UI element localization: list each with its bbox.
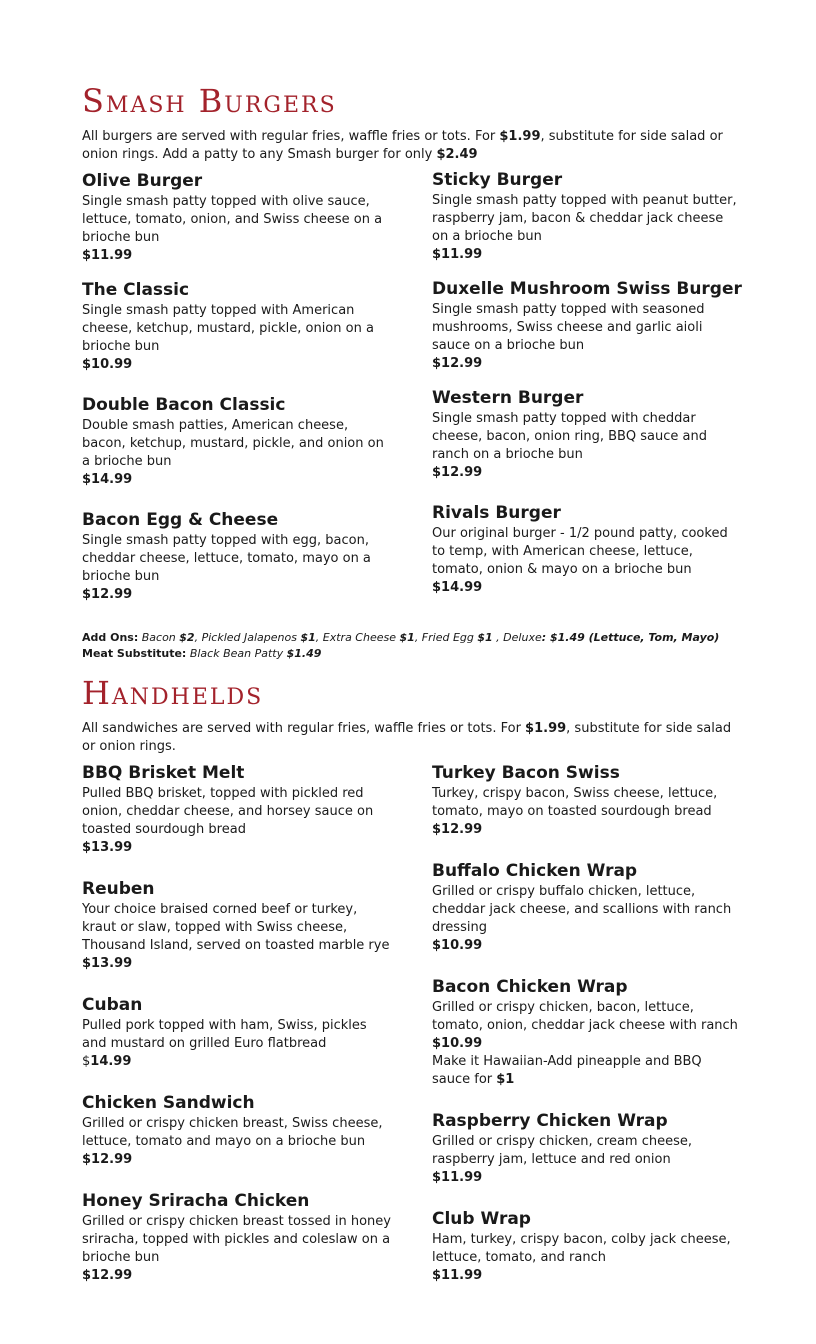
- item-price: $13.99: [82, 840, 133, 855]
- menu-item-bacon-egg-cheese: [82, 509, 392, 604]
- item-name: Chicken Sandwich: [82, 1093, 255, 1113]
- item-description: Single smash patty topped with American cheese, ketchup, mustard, pickle, onion on a brioche bun: [82, 303, 374, 354]
- meat-substitute-line: Meat Substitute: Black Bean Patty $1.49: [82, 647, 322, 660]
- item-price: $12.99: [82, 1152, 133, 1167]
- item-name: Honey Sriracha Chicken: [82, 1191, 310, 1211]
- item-name: Club Wrap: [432, 1209, 531, 1229]
- smash-burgers-title: Smash Burgers: [82, 82, 337, 120]
- menu-item-bacon-chicken-wrap: [432, 976, 742, 1089]
- menu-item-sticky-burger: [432, 169, 742, 264]
- item-description: Grilled or crispy chicken, bacon, lettuce, tomato, onion, cheddar jack cheese with ranch: [432, 1000, 738, 1033]
- menu-item-turkey-bacon-swiss: [432, 762, 742, 839]
- item-price: $12.99: [82, 1268, 133, 1283]
- item-name: Reuben: [82, 879, 155, 899]
- item-name: The Classic: [82, 280, 190, 300]
- item-description: Single smash patty topped with cheddar cheese, bacon, onion ring, BBQ sauce and ranch on a brioche bun: [432, 411, 707, 462]
- item-price: $11.99: [432, 247, 483, 262]
- item-description: Pulled BBQ brisket, topped with pickled red onion, cheddar cheese, and horsey sauce on toasted sourdough bread: [82, 786, 374, 837]
- item-name: Turkey Bacon Swiss: [432, 763, 620, 783]
- item-name: Duxelle Mushroom Swiss Burger: [432, 279, 742, 299]
- item-name: Rivals Burger: [432, 503, 561, 523]
- item-name: Cuban: [82, 995, 143, 1015]
- handhelds-title: Handhelds: [82, 674, 264, 712]
- item-description: Single smash patty topped with peanut butter, raspberry jam, bacon & cheddar jack cheese on a brioche bun: [432, 193, 737, 244]
- item-name: Bacon Chicken Wrap: [432, 977, 628, 997]
- item-price: $14.99: [82, 472, 133, 487]
- item-description: Your choice braised corned beef or turkey, kraut or slaw, topped with Swiss cheese, Thousand Island, served on toasted marble rye: [82, 902, 390, 953]
- smash-burgers-intro: All burgers are served with regular fries, waffle fries or tots. For $1.99, substitute for side salad or onion rings. Add a patty to any Smash burger for only $2.49: [82, 129, 723, 162]
- menu-item-chicken-sandwich: [82, 1092, 392, 1169]
- item-name: Olive Burger: [82, 171, 203, 191]
- item-description: Turkey, crispy bacon, Swiss cheese, lettuce, tomato, mayo on toasted sourdough bread: [432, 786, 718, 819]
- menu-item-rivals-burger: [432, 502, 742, 597]
- menu-item-buffalo-chicken-wrap: [432, 860, 742, 955]
- menu-item-club-wrap: [432, 1208, 742, 1285]
- menu-item-reuben: [82, 878, 392, 973]
- item-description: Ham, turkey, crispy bacon, colby jack cheese, lettuce, tomato, and ranch: [432, 1232, 731, 1265]
- item-description: Grilled or crispy buffalo chicken, lettuce, cheddar jack cheese, and scallions with ranch dressing: [432, 884, 732, 935]
- item-price: $10.99: [432, 938, 483, 953]
- item-name: Buffalo Chicken Wrap: [432, 861, 638, 881]
- menu-item-the-classic: [82, 279, 392, 374]
- menu-item-duxelle-mushroom-swiss: [432, 278, 742, 373]
- item-price: $11.99: [432, 1170, 483, 1185]
- menu-item-olive-burger: [82, 170, 392, 265]
- menu-item-raspberry-chicken-wrap: [432, 1110, 742, 1187]
- item-description: Single smash patty topped with olive sauce, lettuce, tomato, onion, and Swiss cheese on a brioche bun: [82, 194, 383, 245]
- menu-item-double-bacon-classic: [82, 394, 392, 489]
- item-price: $13.99: [82, 956, 133, 971]
- item-name: Bacon Egg & Cheese: [82, 510, 279, 530]
- item-price: $11.99: [82, 248, 133, 263]
- item-price: $12.99: [432, 822, 483, 837]
- menu-item-bbq-brisket-melt: [82, 762, 392, 857]
- item-name: Double Bacon Classic: [82, 395, 286, 415]
- menu-item-cuban: [82, 994, 392, 1071]
- item-name: Western Burger: [432, 388, 584, 408]
- item-description: Our original burger - 1/2 pound patty, cooked to temp, with American cheese, lettuce, tomato, onion & mayo on a brioche bun: [432, 526, 728, 577]
- item-name: BBQ Brisket Melt: [82, 763, 245, 783]
- item-price: $14.99: [82, 1054, 132, 1069]
- add-ons-line: Add Ons: Bacon $2, Pickled Jalapenos $1, Extra Cheese $1, Fried Egg $1 , Deluxe: $1.49 (Lettuce, Tom, Mayo): [82, 631, 720, 644]
- item-price: $14.99: [432, 580, 483, 595]
- item-description: Double smash patties, American cheese, bacon, ketchup, mustard, pickle, and onion on a brioche bun: [82, 418, 384, 469]
- item-price: $10.99: [432, 1036, 483, 1051]
- item-price: $12.99: [82, 587, 133, 602]
- item-price: $12.99: [432, 465, 483, 480]
- item-price: $10.99: [82, 357, 133, 372]
- item-description: Grilled or crispy chicken, cream cheese, raspberry jam, lettuce and red onion: [432, 1134, 692, 1167]
- item-description: Pulled pork topped with ham, Swiss, pickles and mustard on grilled Euro flatbread: [82, 1018, 367, 1051]
- item-name: Raspberry Chicken Wrap: [432, 1111, 668, 1131]
- item-name: Sticky Burger: [432, 170, 563, 190]
- menu-item-honey-sriracha-chicken: [82, 1190, 392, 1285]
- item-description: Single smash patty topped with egg, bacon, cheddar cheese, lettuce, tomato, mayo on a brioche bun: [82, 533, 371, 584]
- item-extra-note: Make it Hawaiian-Add pineapple and BBQ sauce for $1: [432, 1054, 702, 1087]
- item-price: $11.99: [432, 1268, 483, 1283]
- add-ons-note: [82, 630, 762, 662]
- item-description: Single smash patty topped with seasoned mushrooms, Swiss cheese and garlic aioli sauce on a brioche bun: [432, 302, 705, 353]
- menu-item-western-burger: [432, 387, 742, 482]
- item-description: Grilled or crispy chicken breast, Swiss cheese, lettuce, tomato and mayo on a brioche bun: [82, 1116, 383, 1149]
- item-description: Grilled or crispy chicken breast tossed in honey sriracha, topped with pickles and coleslaw on a brioche bun: [82, 1214, 391, 1265]
- handhelds-intro: All sandwiches are served with regular fries, waffle fries or tots. For $1.99, substitute for side salad or onion rings.: [82, 721, 732, 754]
- item-price: $12.99: [432, 356, 483, 371]
